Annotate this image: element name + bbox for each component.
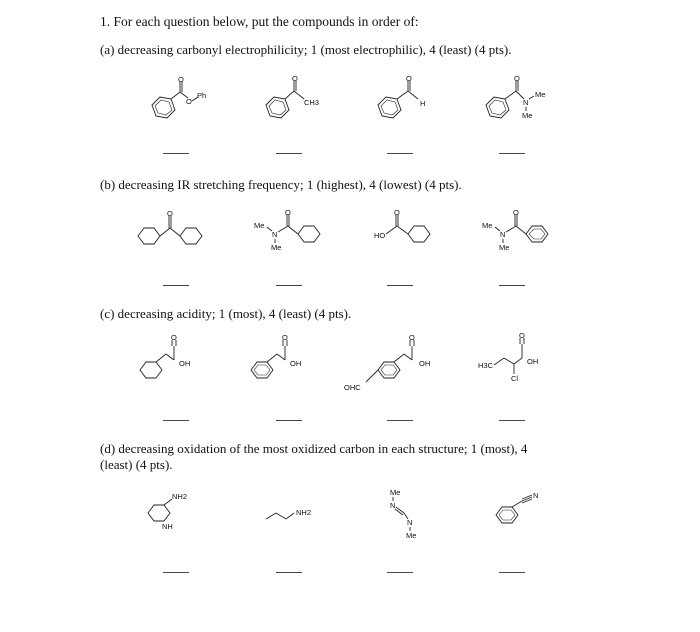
answer-blank-d1[interactable] [163,572,189,573]
structure-a3 [370,75,450,135]
c3-ohc-label: OHC [344,383,361,392]
structure-b3 [370,206,460,256]
c4-oh-label: OH [527,357,539,366]
c4-h3c-label: H3C [478,361,494,370]
structure-c2 [243,332,333,387]
a4-o-label: O [514,74,520,83]
answer-blank-d4[interactable] [499,572,525,573]
b3-ho-label: HO [374,231,386,240]
part-b-prompt: (b) decreasing IR stretching frequency; 1 (highest), 4 (lowest) (4 pts). [100,177,462,192]
d1-nh-label: NH [162,522,173,531]
answer-blank-c2[interactable] [276,420,302,421]
structure-b2 [250,206,340,256]
a1-o-label: O [178,75,184,84]
answer-blank-a4[interactable] [499,153,525,154]
a4-me-top: Me [535,90,546,99]
b1-o-label: O [167,209,173,218]
b4-o-label: O [513,208,519,217]
b2-me-top: Me [254,221,265,230]
a4-me-bottom: Me [522,111,533,120]
a3-h-label: H [420,99,426,108]
structure-d2 [258,495,338,535]
structure-c3 [340,332,450,402]
b4-n-label: N [500,230,506,239]
answer-blank-b3[interactable] [387,285,413,286]
answer-blank-d2[interactable] [276,572,302,573]
part-a-prompt: (a) decreasing carbonyl electrophilicity; 1 (most electrophilic), 4 (least) (4 pts). [100,42,512,57]
c4-cl-label: Cl [511,374,519,383]
answer-blank-b4[interactable] [499,285,525,286]
b2-me-bottom: Me [271,243,282,252]
structure-b1 [130,206,220,256]
a1-ph-label: Ph [197,91,207,100]
structure-a1 [140,75,220,135]
c1-oh-label: OH [179,359,191,368]
a3-o-label: O [406,74,412,83]
c2-o-label: O [282,333,288,342]
d3-me-top: Me [390,488,401,497]
d4-n-label: N [533,491,539,500]
b2-n-label: N [272,230,278,239]
structure-b4 [478,206,568,256]
b3-o-label: O [394,208,400,217]
structure-a2 [258,75,338,135]
b4-me-top: Me [482,221,493,230]
c1-o-label: O [171,333,177,342]
part-d-prompt-line2: (least) (4 pts). [100,457,173,472]
d3-n-top: N [390,501,396,510]
answer-blank-b1[interactable] [163,285,189,286]
answer-blank-d3[interactable] [387,572,413,573]
b4-me-bottom: Me [499,243,510,252]
question-title: 1. For each question below, put the compounds in order of: [100,14,419,29]
a4-n-label: N [523,98,529,107]
d2-nh2-label: NH2 [296,508,312,517]
part-c-prompt: (c) decreasing acidity; 1 (most), 4 (least) (4 pts). [100,306,352,321]
answer-blank-c1[interactable] [163,420,189,421]
c2-oh-label: OH [290,359,302,368]
answer-blank-a2[interactable] [276,153,302,154]
structure-d4 [488,485,578,535]
b2-o-label: O [285,208,291,217]
a1-ester-o: O [186,97,192,106]
answer-blank-c3[interactable] [387,420,413,421]
answer-blank-a3[interactable] [387,153,413,154]
structure-d3 [372,485,452,545]
c3-oh-label: OH [419,359,431,368]
structure-c1 [132,332,222,387]
a2-ch3-label: CH3 [304,98,320,107]
d1-nh2-label: NH2 [172,492,188,501]
structure-c4 [470,332,570,392]
c3-o-label: O [409,333,415,342]
a2-o-label: O [292,74,298,83]
structure-d1 [140,485,220,535]
answer-blank-a1[interactable] [163,153,189,154]
c4-o-label: O [519,331,525,340]
d3-me-bottom: Me [406,531,417,540]
answer-blank-b2[interactable] [276,285,302,286]
d3-n-bottom: N [407,518,413,527]
structure-a4 [478,75,568,135]
part-d-prompt-line1: (d) decreasing oxidation of the most oxidized carbon in each structure; 1 (most), 4 [100,441,528,456]
answer-blank-c4[interactable] [499,420,525,421]
